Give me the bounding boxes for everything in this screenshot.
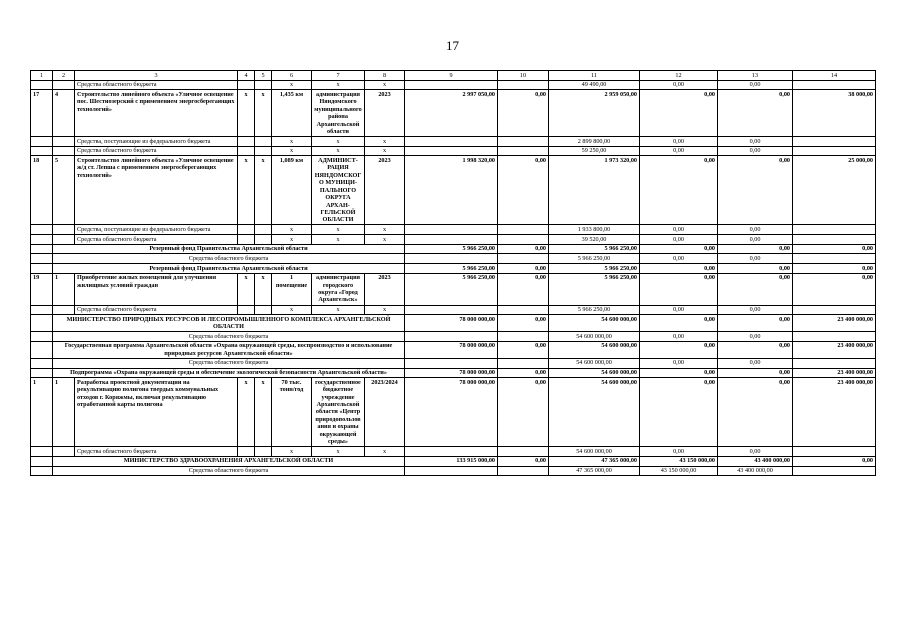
empty-cell <box>31 137 53 147</box>
section-title: МИНИСТЕРСТВО ПРИРОДНЫХ РЕСУРСОВ И ЛЕСОПРОМЫШЛЕННОГО КОМПЛЕКСА АРХАНГЕЛЬСКОЙ ОБЛАСТИ <box>53 315 405 332</box>
amount-cell: 0,00 <box>640 378 718 447</box>
row-name: Средства областного бюджета <box>53 358 405 368</box>
page-number: 17 <box>446 38 459 53</box>
amount-cell: 0,00 <box>640 447 718 457</box>
amount-cell <box>498 225 549 235</box>
amount-cell: 5 966 250,00 <box>549 273 640 305</box>
column-number: 4 <box>238 71 255 81</box>
table-cell: АДМИНИСТ-РАЦИЯ НЯНДОМСКОГО МУНИЦИ-ПАЛЬНОГО ОКРУГА АРХАН-ГЕЛЬСКОЙ ОБЛАСТИ <box>312 156 365 225</box>
amount-cell: 0,00 <box>498 341 549 358</box>
table-row <box>31 358 876 368</box>
section-title: МИНИСТЕРСТВО ЗДРАВООХРАНЕНИЯ АРХАНГЕЛЬСКОЙ ОБЛАСТИ <box>53 456 405 466</box>
table-cell: х <box>272 305 312 315</box>
row-number: 18 <box>31 156 53 225</box>
empty-cell <box>53 447 75 457</box>
amount-cell <box>793 225 876 235</box>
column-number: 14 <box>793 71 876 81</box>
amount-cell: 0,00 <box>498 156 549 225</box>
section-title: Резервный фонд Правительства Архангельской области <box>53 263 405 273</box>
empty-cell <box>31 456 53 466</box>
amount-cell: 0,00 <box>718 225 793 235</box>
empty-cell <box>53 146 75 156</box>
amount-cell: 25 000,00 <box>793 156 876 225</box>
amount-cell: 0,00 <box>640 332 718 342</box>
amount-cell: 0,00 <box>498 378 549 447</box>
amount-cell: 0,00 <box>718 315 793 332</box>
section-title: Государственная программа Архангельской области «Охрана окружающей среды, воспроизводство и использование природных ресурсов Архангельской области» <box>53 341 405 358</box>
amount-cell: 0,00 <box>640 146 718 156</box>
table-cell: государственное бюджетное учреждение Архангельской области «Центр природопользования и охраны окружающей среды» <box>312 378 365 447</box>
amount-cell: 0,00 <box>640 225 718 235</box>
table-cell: х <box>272 146 312 156</box>
table-cell: х <box>238 273 255 305</box>
empty-cell <box>31 80 53 90</box>
amount-cell: 54 600 000,00 <box>549 378 640 447</box>
amount-cell: 0,00 <box>718 341 793 358</box>
amount-cell: 0,00 <box>640 137 718 147</box>
amount-cell: 0,00 <box>718 332 793 342</box>
table-cell: 2023/2024 <box>365 378 405 447</box>
empty-cell <box>31 368 53 378</box>
table-cell: х <box>312 80 365 90</box>
amount-cell: 78 000 000,00 <box>405 368 498 378</box>
amount-cell <box>498 146 549 156</box>
row-name: Средства областного бюджета <box>53 254 405 264</box>
empty-cell <box>31 263 53 273</box>
table-row <box>31 254 876 264</box>
column-number: 13 <box>718 71 793 81</box>
amount-cell: 0,00 <box>718 263 793 273</box>
table-cell: администрация городского округа «Город Архангельск» <box>312 273 365 305</box>
row-number: 19 <box>31 273 53 305</box>
table-cell: х <box>365 305 405 315</box>
empty-cell <box>238 235 255 245</box>
amount-cell: 47 365 000,00 <box>549 456 640 466</box>
amount-cell: 0,00 <box>498 368 549 378</box>
table-row <box>31 225 876 235</box>
amount-cell: 0,00 <box>718 368 793 378</box>
amount-cell: 0,00 <box>718 378 793 447</box>
empty-cell <box>238 225 255 235</box>
amount-cell <box>405 137 498 147</box>
table-cell: администрация Няндомского муниципального района Архангельской области <box>312 90 365 137</box>
amount-cell <box>498 80 549 90</box>
empty-cell <box>31 244 53 254</box>
amount-cell: 0,00 <box>793 263 876 273</box>
amount-cell <box>498 466 549 476</box>
column-number: 8 <box>365 71 405 81</box>
empty-cell <box>31 305 53 315</box>
empty-cell <box>255 447 272 457</box>
amount-cell <box>793 358 876 368</box>
amount-cell: 0,00 <box>718 90 793 137</box>
empty-cell <box>31 466 53 476</box>
amount-cell: 47 365 000,00 <box>549 466 640 476</box>
row-name: Средства областного бюджета <box>75 146 238 156</box>
table-cell: х <box>312 235 365 245</box>
amount-cell: 78 000 000,00 <box>405 315 498 332</box>
table-cell: х <box>312 137 365 147</box>
table-row <box>31 456 876 466</box>
amount-cell: 0,00 <box>793 456 876 466</box>
table-cell: х <box>365 80 405 90</box>
row-name: Средства областного бюджета <box>75 305 238 315</box>
amount-cell: 5 966 250,00 <box>549 244 640 254</box>
amount-cell: 0,00 <box>640 90 718 137</box>
amount-cell <box>405 225 498 235</box>
amount-cell: 54 600 000,00 <box>549 358 640 368</box>
amount-cell <box>405 332 498 342</box>
amount-cell <box>498 332 549 342</box>
amount-cell: 78 000 000,00 <box>405 341 498 358</box>
amount-cell: 0,00 <box>498 263 549 273</box>
amount-cell: 0,00 <box>498 273 549 305</box>
section-title: Подпрограмма «Охрана окружающей среды и обеспечение экологической безопасности Архангельской области» <box>53 368 405 378</box>
amount-cell: 0,00 <box>718 254 793 264</box>
amount-cell <box>405 235 498 245</box>
amount-cell: 43 400 000,00 <box>718 466 793 476</box>
amount-cell: 0,00 <box>640 244 718 254</box>
amount-cell: 1 933 800,00 <box>549 225 640 235</box>
table-cell: 1,435 км <box>272 90 312 137</box>
amount-cell: 5 966 250,00 <box>405 263 498 273</box>
empty-cell <box>31 332 53 342</box>
amount-cell <box>793 235 876 245</box>
amount-cell: 59 250,00 <box>549 146 640 156</box>
amount-cell: 54 600 000,00 <box>549 368 640 378</box>
amount-cell: 5 966 250,00 <box>405 244 498 254</box>
amount-cell: 0,00 <box>498 456 549 466</box>
row-name: Средства, поступающие из федерального бюджета <box>75 225 238 235</box>
table-cell: х <box>312 305 365 315</box>
table-row <box>31 273 876 305</box>
amount-cell <box>498 358 549 368</box>
table-row <box>31 332 876 342</box>
budget-table <box>30 70 876 476</box>
table-cell: х <box>365 137 405 147</box>
empty-cell <box>31 341 53 358</box>
empty-cell <box>31 235 53 245</box>
empty-cell <box>238 305 255 315</box>
column-number: 6 <box>272 71 312 81</box>
table-row <box>31 244 876 254</box>
amount-cell: 54 600 000,00 <box>549 332 640 342</box>
column-number: 10 <box>498 71 549 81</box>
column-number: 3 <box>75 71 238 81</box>
amount-cell <box>405 447 498 457</box>
empty-cell <box>255 137 272 147</box>
amount-cell <box>498 137 549 147</box>
row-name: Средства, поступающие из федерального бюджета <box>75 137 238 147</box>
table-cell: х <box>365 146 405 156</box>
row-name: Строительство линейного объекта «Уличное освещение пос. Шестиозерский с применением энергосберегающих технологий» <box>75 90 238 137</box>
table-cell: х <box>365 447 405 457</box>
row-name: Приобретение жилых помещений для улучшения жилищных условий граждан <box>75 273 238 305</box>
table-cell: х <box>272 137 312 147</box>
row-name: Средства областного бюджета <box>75 447 238 457</box>
row-name: Разработка проектной документации на рекультивацию полигона твердых коммунальных отходов г. Коряжмы, включая рекультивацию отработанной карты полигона <box>75 378 238 447</box>
amount-cell: 0,00 <box>498 244 549 254</box>
empty-cell <box>53 305 75 315</box>
table-row <box>31 305 876 315</box>
amount-cell <box>793 332 876 342</box>
table-cell: х <box>255 156 272 225</box>
amount-cell: 0,00 <box>640 358 718 368</box>
table-row <box>31 137 876 147</box>
amount-cell: 1 973 320,00 <box>549 156 640 225</box>
amount-cell: 133 915 000,00 <box>405 456 498 466</box>
amount-cell <box>405 466 498 476</box>
amount-cell: 23 400 000,00 <box>793 341 876 358</box>
empty-cell <box>255 225 272 235</box>
amount-cell: 0,00 <box>718 447 793 457</box>
table-cell: х <box>312 146 365 156</box>
amount-cell: 0,00 <box>640 305 718 315</box>
table-cell: х <box>312 447 365 457</box>
amount-cell <box>793 146 876 156</box>
amount-cell: 0,00 <box>718 146 793 156</box>
amount-cell: 0,00 <box>640 156 718 225</box>
row-subnumber: 4 <box>53 90 75 137</box>
amount-cell: 0,00 <box>640 80 718 90</box>
row-name: Средства областного бюджета <box>53 332 405 342</box>
amount-cell: 0,00 <box>718 244 793 254</box>
amount-cell: 23 400 000,00 <box>793 315 876 332</box>
amount-cell <box>793 466 876 476</box>
amount-cell: 2 899 800,00 <box>549 137 640 147</box>
amount-cell: 0,00 <box>498 90 549 137</box>
amount-cell <box>498 447 549 457</box>
column-number-row <box>31 71 876 81</box>
table-row <box>31 90 876 137</box>
empty-cell <box>255 305 272 315</box>
table-cell: 2023 <box>365 156 405 225</box>
amount-cell: 0,00 <box>718 235 793 245</box>
table-cell: 2023 <box>365 273 405 305</box>
empty-cell <box>238 447 255 457</box>
column-number: 2 <box>53 71 75 81</box>
table-cell: х <box>272 235 312 245</box>
empty-cell <box>31 146 53 156</box>
table-cell: х <box>272 447 312 457</box>
amount-cell: 0,00 <box>640 368 718 378</box>
table-cell: х <box>312 225 365 235</box>
table-row <box>31 341 876 358</box>
amount-cell: 38 000,00 <box>793 90 876 137</box>
amount-cell <box>498 235 549 245</box>
column-number: 9 <box>405 71 498 81</box>
amount-cell: 43 150 000,00 <box>640 456 718 466</box>
amount-cell: 0,00 <box>640 341 718 358</box>
amount-cell: 5 966 250,00 <box>405 273 498 305</box>
column-number: 5 <box>255 71 272 81</box>
amount-cell: 0,00 <box>718 273 793 305</box>
amount-cell: 5 966 250,00 <box>549 263 640 273</box>
table-cell: х <box>365 235 405 245</box>
amount-cell <box>405 146 498 156</box>
amount-cell: 23 400 000,00 <box>793 368 876 378</box>
table-row <box>31 466 876 476</box>
amount-cell: 5 966 250,00 <box>549 305 640 315</box>
amount-cell: 0,00 <box>718 358 793 368</box>
empty-cell <box>31 358 53 368</box>
table-row <box>31 378 876 447</box>
amount-cell: 1 998 320,00 <box>405 156 498 225</box>
table-row <box>31 146 876 156</box>
amount-cell <box>498 254 549 264</box>
column-number: 7 <box>312 71 365 81</box>
empty-cell <box>53 137 75 147</box>
amount-cell: 0,00 <box>640 273 718 305</box>
amount-cell: 5 966 250,00 <box>549 254 640 264</box>
empty-cell <box>255 235 272 245</box>
amount-cell: 54 600 000,00 <box>549 315 640 332</box>
amount-cell: 0,00 <box>640 263 718 273</box>
empty-cell <box>31 315 53 332</box>
row-name: Средства областного бюджета <box>75 80 238 90</box>
amount-cell <box>793 254 876 264</box>
table-cell: 70 тыс. тонн/год <box>272 378 312 447</box>
table-row <box>31 263 876 273</box>
amount-cell: 39 520,00 <box>549 235 640 245</box>
amount-cell: 0,00 <box>718 156 793 225</box>
table-cell: х <box>238 90 255 137</box>
table-cell: 1 помещение <box>272 273 312 305</box>
column-number: 12 <box>640 71 718 81</box>
empty-cell <box>238 137 255 147</box>
empty-cell <box>53 235 75 245</box>
amount-cell <box>405 305 498 315</box>
table-row <box>31 447 876 457</box>
table-cell: 2023 <box>365 90 405 137</box>
table-cell: х <box>255 378 272 447</box>
amount-cell: 43 400 000,00 <box>718 456 793 466</box>
table-cell: х <box>238 378 255 447</box>
amount-cell: 54 600 000,00 <box>549 341 640 358</box>
amount-cell <box>793 80 876 90</box>
row-number: 1 <box>31 378 53 447</box>
row-subnumber: 1 <box>53 273 75 305</box>
amount-cell: 0,00 <box>718 80 793 90</box>
table-row <box>31 235 876 245</box>
amount-cell <box>405 358 498 368</box>
amount-cell <box>793 447 876 457</box>
amount-cell <box>498 305 549 315</box>
empty-cell <box>238 146 255 156</box>
amount-cell <box>405 254 498 264</box>
column-number: 1 <box>31 71 53 81</box>
table-cell: х <box>255 90 272 137</box>
amount-cell: 0,00 <box>718 137 793 147</box>
empty-cell <box>53 225 75 235</box>
row-number: 17 <box>31 90 53 137</box>
amount-cell: 78 000 000,00 <box>405 378 498 447</box>
empty-cell <box>255 80 272 90</box>
empty-cell <box>255 146 272 156</box>
empty-cell <box>53 80 75 90</box>
row-name: Строительство линейного объекта «Уличное освещение ж/д ст. Лепша с применением энергосберегающих технологий» <box>75 156 238 225</box>
empty-cell <box>31 447 53 457</box>
amount-cell: 2 959 050,00 <box>549 90 640 137</box>
amount-cell: 2 997 050,00 <box>405 90 498 137</box>
amount-cell <box>793 305 876 315</box>
amount-cell: 0,00 <box>718 305 793 315</box>
amount-cell: 49 490,00 <box>549 80 640 90</box>
table-cell: х <box>238 156 255 225</box>
row-name: Средства областного бюджета <box>75 235 238 245</box>
table-row <box>31 80 876 90</box>
table-row <box>31 315 876 332</box>
table-cell: х <box>365 225 405 235</box>
empty-cell <box>31 254 53 264</box>
row-subnumber: 5 <box>53 156 75 225</box>
section-title: Резервный фонд Правительства Архангельской области <box>53 244 405 254</box>
table-cell: х <box>272 225 312 235</box>
table-row <box>31 156 876 225</box>
row-subnumber: 1 <box>53 378 75 447</box>
amount-cell: 0,00 <box>640 315 718 332</box>
table-cell: 1,089 км <box>272 156 312 225</box>
table-cell: х <box>272 80 312 90</box>
table-cell: х <box>255 273 272 305</box>
amount-cell: 0,00 <box>498 315 549 332</box>
column-number: 11 <box>549 71 640 81</box>
amount-cell: 0,00 <box>640 254 718 264</box>
amount-cell: 54 600 000,00 <box>549 447 640 457</box>
amount-cell <box>793 137 876 147</box>
amount-cell: 23 400 000,00 <box>793 378 876 447</box>
empty-cell <box>238 80 255 90</box>
amount-cell: 0,00 <box>793 244 876 254</box>
row-name: Средства областного бюджета <box>53 466 405 476</box>
amount-cell: 43 150 000,00 <box>640 466 718 476</box>
amount-cell <box>405 80 498 90</box>
amount-cell: 0,00 <box>640 235 718 245</box>
amount-cell: 0,00 <box>793 273 876 305</box>
table-row <box>31 368 876 378</box>
empty-cell <box>31 225 53 235</box>
